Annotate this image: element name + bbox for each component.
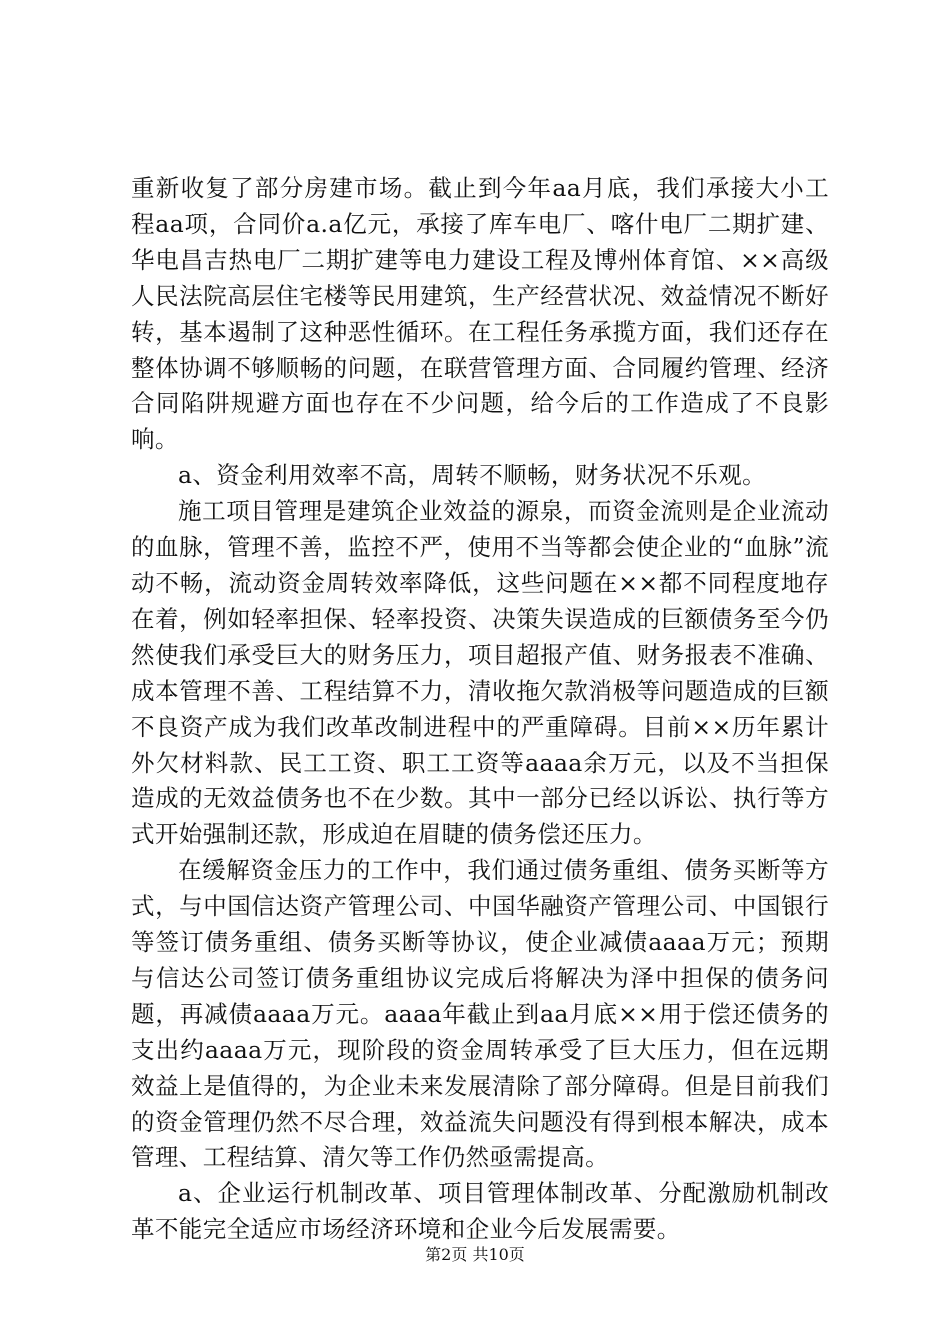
paragraph-2-heading: a、资金利用效率不高，周转不顺畅，财务状况不乐观。 bbox=[178, 461, 767, 490]
paragraph-5-heading: a、企业运行机制改革、项目管理体制改革、分配激励机制改革不能完全适应市场经济环境和企业今后发展需要。 bbox=[131, 1179, 829, 1244]
document-body bbox=[131, 171, 829, 1248]
paragraph-1: 重新收复了部分房建市场。截止到今年aa月底，我们承接大小工程aa项，合同价a.a亿元，承接了库车电厂、喀什电厂二期扩建、华电昌吉热电厂二期扩建等电力建设工程及博州体育馆、××高级人民法院高层住宅楼等民用建筑，生产经营状况、效益情况不断好转，基本遏制了这种恶性循环。在工程任务承揽方面，我们还存在整体协调不够顺畅的问题，在联营管理方面、合同履约管理、经济合同陷阱规避方面也存在不少问题，给今后的工作造成了不良影响。 bbox=[131, 174, 829, 454]
paragraph-3: 施工项目管理是建筑企业效益的源泉，而资金流则是企业流动的血脉，管理不善，监控不严，使用不当等都会使企业的“血脉”流动不畅，流动资金周转效率降低，这些问题在××都不同程度地存在着，例如轻率担保、轻率投资、决策失误造成的巨额债务至今仍然使我们承受巨大的财务压力，项目超报产值、财务报表不准确、成本管理不善、工程结算不力，清收拖欠款消极等问题造成的巨额不良资产成为我们改革改制进程中的严重障碍。目前××历年累计外欠材料款、民工工资、职工工资等aaaa余万元，以及不当担保造成的无效益债务也不在少数。其中一部分已经以诉讼、执行等方式开始强制还款，形成迫在眉睫的债务偿还压力。 bbox=[131, 497, 829, 849]
page-number-footer: 第2页 共10页 bbox=[425, 1245, 525, 1264]
paragraph-4: 在缓解资金压力的工作中，我们通过债务重组、债务买断等方式，与中国信达资产管理公司、中国华融资产管理公司、中国银行等签订债务重组、债务买断等协议，使企业减债aaaa万元；预期与信达公司签订债务重组协议完成后将解决为泽中担保的债务问题，再减债aaaa万元。aaaa年截止到aa月底××用于偿还债务的支出约aaaa万元，现阶段的资金周转承受了巨大压力，但在远期效益上是值得的，为企业未来发展清除了部分障碍。但是目前我们的资金管理仍然不尽合理，效益流失问题没有得到根本解决，成本管理、工程结算、清欠等工作仍然亟需提高。 bbox=[131, 856, 829, 1172]
